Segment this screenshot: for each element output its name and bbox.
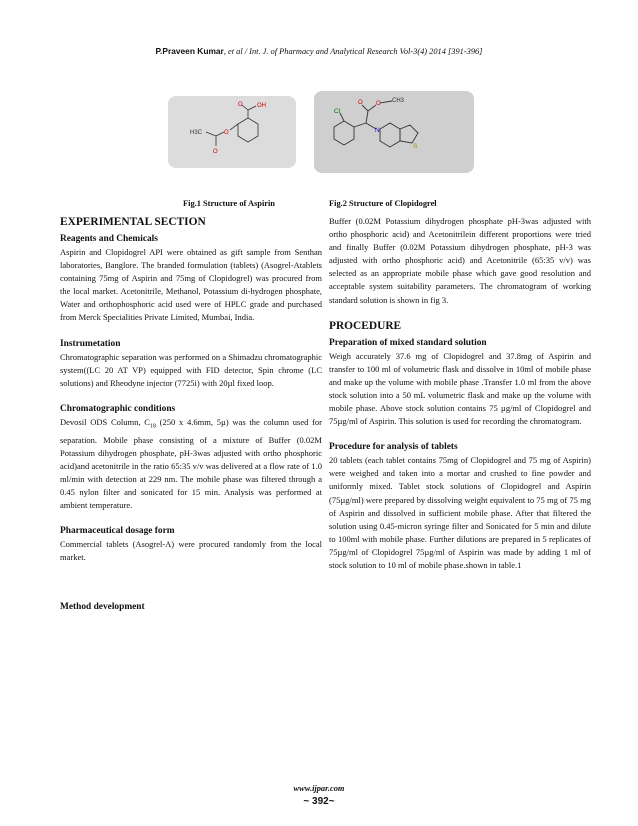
tablet-analysis-heading: Procedure for analysis of tablets [329, 442, 458, 453]
footer-url[interactable]: www.ijpar.com [293, 784, 345, 793]
instrumentation-paragraph: Chromatographic separation was performed on a Shimadzu chromatographic system((LC 20 AT VP) equipped with FID detector, Spin chrome (LC solutions) and Rheodyne injector (7725i) with 20µl fixed loop. [60, 351, 322, 388]
header-author: P.Praveen Kumar [155, 46, 224, 56]
clopidogrel-structure-figure [314, 91, 474, 173]
clopidogrel-structure-drawing [314, 91, 474, 173]
buffer-paragraph: Buffer (0.02M Potassium dihydrogen phosphate pH-3was adjusted with ortho phosphoric acid) and Acetonitrilein different proportions were tried and finally Buffer (0.02M Potassium dihydrogen phosphate, pH-3 was adjusted with ortho phosphoric acid) and Acetonitrile (65:35 v/v) was selected as an appropriate mobile phase which gave good resolution and acceptable system suitability parameters. The chromatogram of working standard solution is shown in fig 3. [329, 216, 591, 305]
method-development-heading: Method development [60, 602, 145, 613]
aspirin-label-o-keto: O [213, 149, 218, 155]
aspirin-structure-drawing [168, 96, 296, 168]
aspirin-label-o-acid: O [238, 102, 243, 108]
mixed-standard-paragraph: Weigh accurately 37.6 mg of Clopidogrel and 37.8mg of Aspirin and transfer to 100 ml of volumetric flask and dissolve in 10ml of mobile phase and make up the volume with mobile phase .Transfer 1.0 ml from the above stock solution into a 50 mL volumetric flask and make up the volume with mobile phase. Above stock solution contains 75 µg/ml of Clopidogrel and 75µg/ml of Aspirin. This solution is used for recording the chromatogram. [329, 350, 591, 427]
clopidogrel-label-o1: O [358, 100, 363, 106]
page-number: ~ 392~ [303, 796, 335, 807]
left-column [60, 215, 322, 614]
chromatographic-conditions-paragraph [60, 416, 322, 512]
dosage-form-paragraph: Commercial tablets (Asogrel-A) were procured randomly from the local market. [60, 539, 322, 563]
clopidogrel-label-cl: Cl [334, 108, 341, 115]
mixed-standard-heading: Preparation of mixed standard solution [329, 337, 487, 348]
procedure-heading: PROCEDURE [329, 319, 402, 332]
conditions-text-end: (250 x 4.6mm, 5µ) was the column used for separation. Mobile phase consisting of a mixture of Buffer (0.02M Potassium dihydrogen phosphate, pH-3was adjusted with ortho phosphoric acid)and acetonitrile in the ratio 65:35 v/v was delivered at a flow rate of 1.0 ml/min with detection at 229 nm. The mobile phase was filtered through a 0.45 nylon filter and sonicated for 15 min. Analysis was performed at ambient temperature. [60, 416, 323, 511]
reagents-heading: Reagents and Chemicals [60, 234, 158, 244]
page-footer [0, 784, 638, 807]
chromatographic-conditions-heading: Chromatographic conditions [60, 403, 176, 414]
aspirin-label-o-ester: O [224, 130, 229, 136]
clopidogrel-label-s: S [413, 143, 418, 150]
aspirin-label-h3c: H3C [190, 130, 203, 136]
figure-1-caption: Fig.1 Structure of Aspirin [183, 199, 275, 208]
header-journal: , et al / Int. J. of Pharmacy and Analytical Research Vol-3(4) 2014 [391-396] [223, 47, 483, 56]
running-header [0, 46, 638, 56]
aspirin-label-oh: OH [257, 103, 266, 109]
conditions-text-start: Devosil ODS Column, C [60, 416, 150, 427]
clopidogrel-label-n: N [375, 127, 380, 134]
right-column [329, 215, 591, 572]
tablet-analysis-paragraph: 20 tablets (each tablet contains 75mg of Clopidogrel and 75 mg of Aspirin) were weighed and taken into a mortar and crushed to fine powder and uniformly mixed. Tablet stock solutions of Clopidogrel and Aspirin (75µg/ml) were prepared by dissolving weight equivalent to 75 mg of 75 mg of Aspirin and dissolved in sufficient mobile phase. After that filtered the solution using 0.45-micron syringe filter and Sonicated for 5 min and dilute to 100ml with mobile phase. Further dilutions are prepared in 5 replicates of 75µg/ml of Clopidogrel 75µg/ml of Aspirin was made by adding 1 ml of stock solution to 10 ml of mobile phase.shown in table.1 [329, 455, 591, 570]
conditions-subscript: 18 [149, 423, 156, 430]
figure-2-caption: Fig.2 Structure of Clopidogrel [329, 199, 437, 208]
dosage-form-heading: Pharmaceutical dosage form [60, 526, 175, 537]
aspirin-structure-figure [168, 96, 296, 168]
experimental-section-heading: EXPERIMENTAL SECTION [60, 216, 206, 228]
clopidogrel-label-o2: O [376, 101, 381, 107]
clopidogrel-label-ch3: CH3 [392, 98, 405, 104]
instrumentation-heading: Instrumetation [60, 338, 121, 349]
reagents-paragraph: Aspirin and Clopidogrel API were obtained as gift sample from Senthan laboratories, Banglore. The branded formulation (tablets) (Asogrel-Atablets containing 75mg of Aspirin and 75mg of Clopidogrel) was procured from the local market. Acetonitrile, Methanol, Potassium di-hydrogen phosphate, Water and orthophosphoric acid used were of HPLC grade and purchased from Merck Specialities Private Limited, Mumbai, India. [60, 247, 322, 323]
